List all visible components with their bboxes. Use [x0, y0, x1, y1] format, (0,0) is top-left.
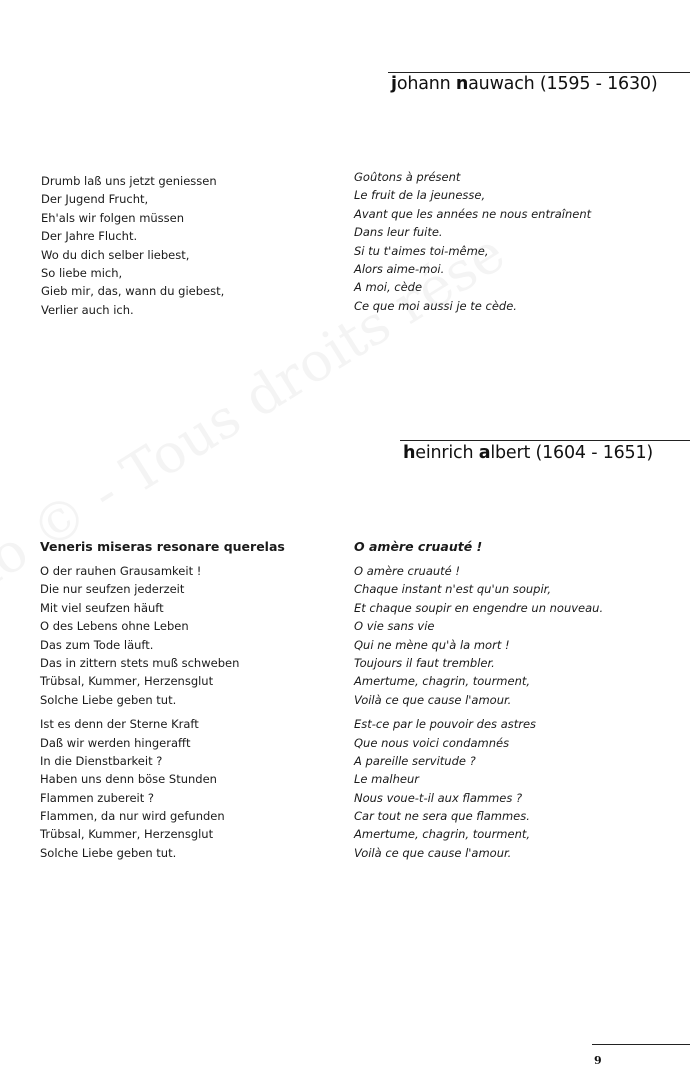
verse-line: Solche Liebe geben tut.: [40, 845, 177, 860]
verse-line: Le malheur: [354, 772, 419, 787]
verse-line: O des Lebens ohne Leben: [40, 619, 189, 634]
verse-line: Amertume, chagrin, tourment,: [354, 674, 531, 689]
verse-line: Verlier auch ich.: [41, 302, 134, 317]
verse-line: O der rauhen Grausamkeit !: [40, 564, 202, 578]
verse-line: A pareille servitude ?: [354, 753, 476, 768]
verse-line: Der Jahre Flucht.: [41, 229, 138, 244]
verse-line: Voilà ce que cause l'amour.: [354, 845, 512, 860]
verse-line: Alors aime-moi.: [354, 261, 445, 276]
page-number: 9: [594, 1054, 602, 1067]
verse-line: Das in zittern stets muß schweben: [40, 655, 240, 670]
section1-rule: [388, 72, 690, 73]
footer-rule: [592, 1044, 690, 1045]
verse-line: Flammen, da nur wird gefunden: [40, 809, 225, 824]
verse-line: Haben uns denn böse Stunden: [40, 772, 217, 787]
verse-line: So liebe mich,: [41, 265, 123, 280]
section2-composer-heading: heinrich albert (1604 - 1651): [403, 443, 654, 463]
german-poem-title: Veneris miseras resonare querelas: [40, 539, 285, 554]
verse-line: Eh'als wir folgen müssen: [41, 210, 185, 225]
verse-line: Voilà ce que cause l'amour.: [354, 692, 512, 707]
verse-line: Wo du dich selber liebest,: [41, 247, 190, 262]
verse-line: In die Dienstbarkeit ?: [40, 753, 163, 768]
section2-german-text: [40, 538, 285, 862]
verse-line: Ist es denn der Sterne Kraft: [40, 717, 199, 732]
verse-line: Drumb laß uns jetzt geniessen: [41, 174, 217, 188]
verse-line: Est-ce par le pouvoir des astres: [354, 717, 537, 732]
verse-line: Le fruit de la jeunesse,: [354, 188, 486, 203]
verse-line: Nous voue-t-il aux flammes ?: [354, 790, 523, 805]
verse-line: Daß wir werden hingerafft: [40, 735, 191, 750]
verse-line: Car tout ne sera que flammes.: [354, 809, 530, 824]
verse-line: Avant que les années ne nous entraînent: [354, 206, 592, 221]
verse-line: Dans leur fuite.: [354, 225, 443, 240]
verse-line: Amertume, chagrin, tourment,: [354, 827, 531, 842]
verse-line: Goûtons à présent: [354, 170, 461, 184]
section2-rule: [400, 440, 690, 441]
verse-line: Et chaque soupir en engendre un nouveau.: [354, 600, 604, 615]
section1-german-text: [41, 172, 224, 319]
section1-composer-heading: johann nauwach (1595 - 1630): [391, 74, 658, 94]
verse-line: O amère cruauté !: [354, 564, 461, 578]
verse-line: Si tu t'aimes toi-même,: [354, 243, 489, 258]
verse-line: Das zum Tode läuft.: [40, 637, 154, 652]
verse-line: Mit viel seufzen häuft: [40, 600, 164, 615]
verse-line: O vie sans vie: [354, 619, 435, 634]
verse-line: Gieb mir, das, wann du giebest,: [41, 284, 225, 299]
section2-french-text: [354, 538, 603, 862]
verse-line: Der Jugend Frucht,: [41, 192, 149, 207]
verse-line: Que nous voici condamnés: [354, 735, 510, 750]
verse-line: Solche Liebe geben tut.: [40, 692, 177, 707]
section1-french-text: [354, 168, 591, 315]
verse-line: Toujours il faut trembler.: [354, 655, 495, 670]
verse-line: Qui ne mène qu'à la mort !: [354, 637, 510, 652]
verse-line: Ce que moi aussi je te cède.: [354, 298, 517, 313]
verse-line: Trübsal, Kummer, Herzensglut: [40, 674, 214, 689]
french-poem-title: O amère cruauté !: [354, 539, 483, 554]
verse-line: Flammen zubereit ?: [40, 790, 154, 805]
verse-line: Trübsal, Kummer, Herzensglut: [40, 827, 214, 842]
verse-line: A moi, cède: [354, 280, 423, 295]
verse-line: Chaque instant n'est qu'un soupir,: [354, 582, 551, 597]
verse-line: Die nur seufzen jederzeit: [40, 582, 185, 597]
